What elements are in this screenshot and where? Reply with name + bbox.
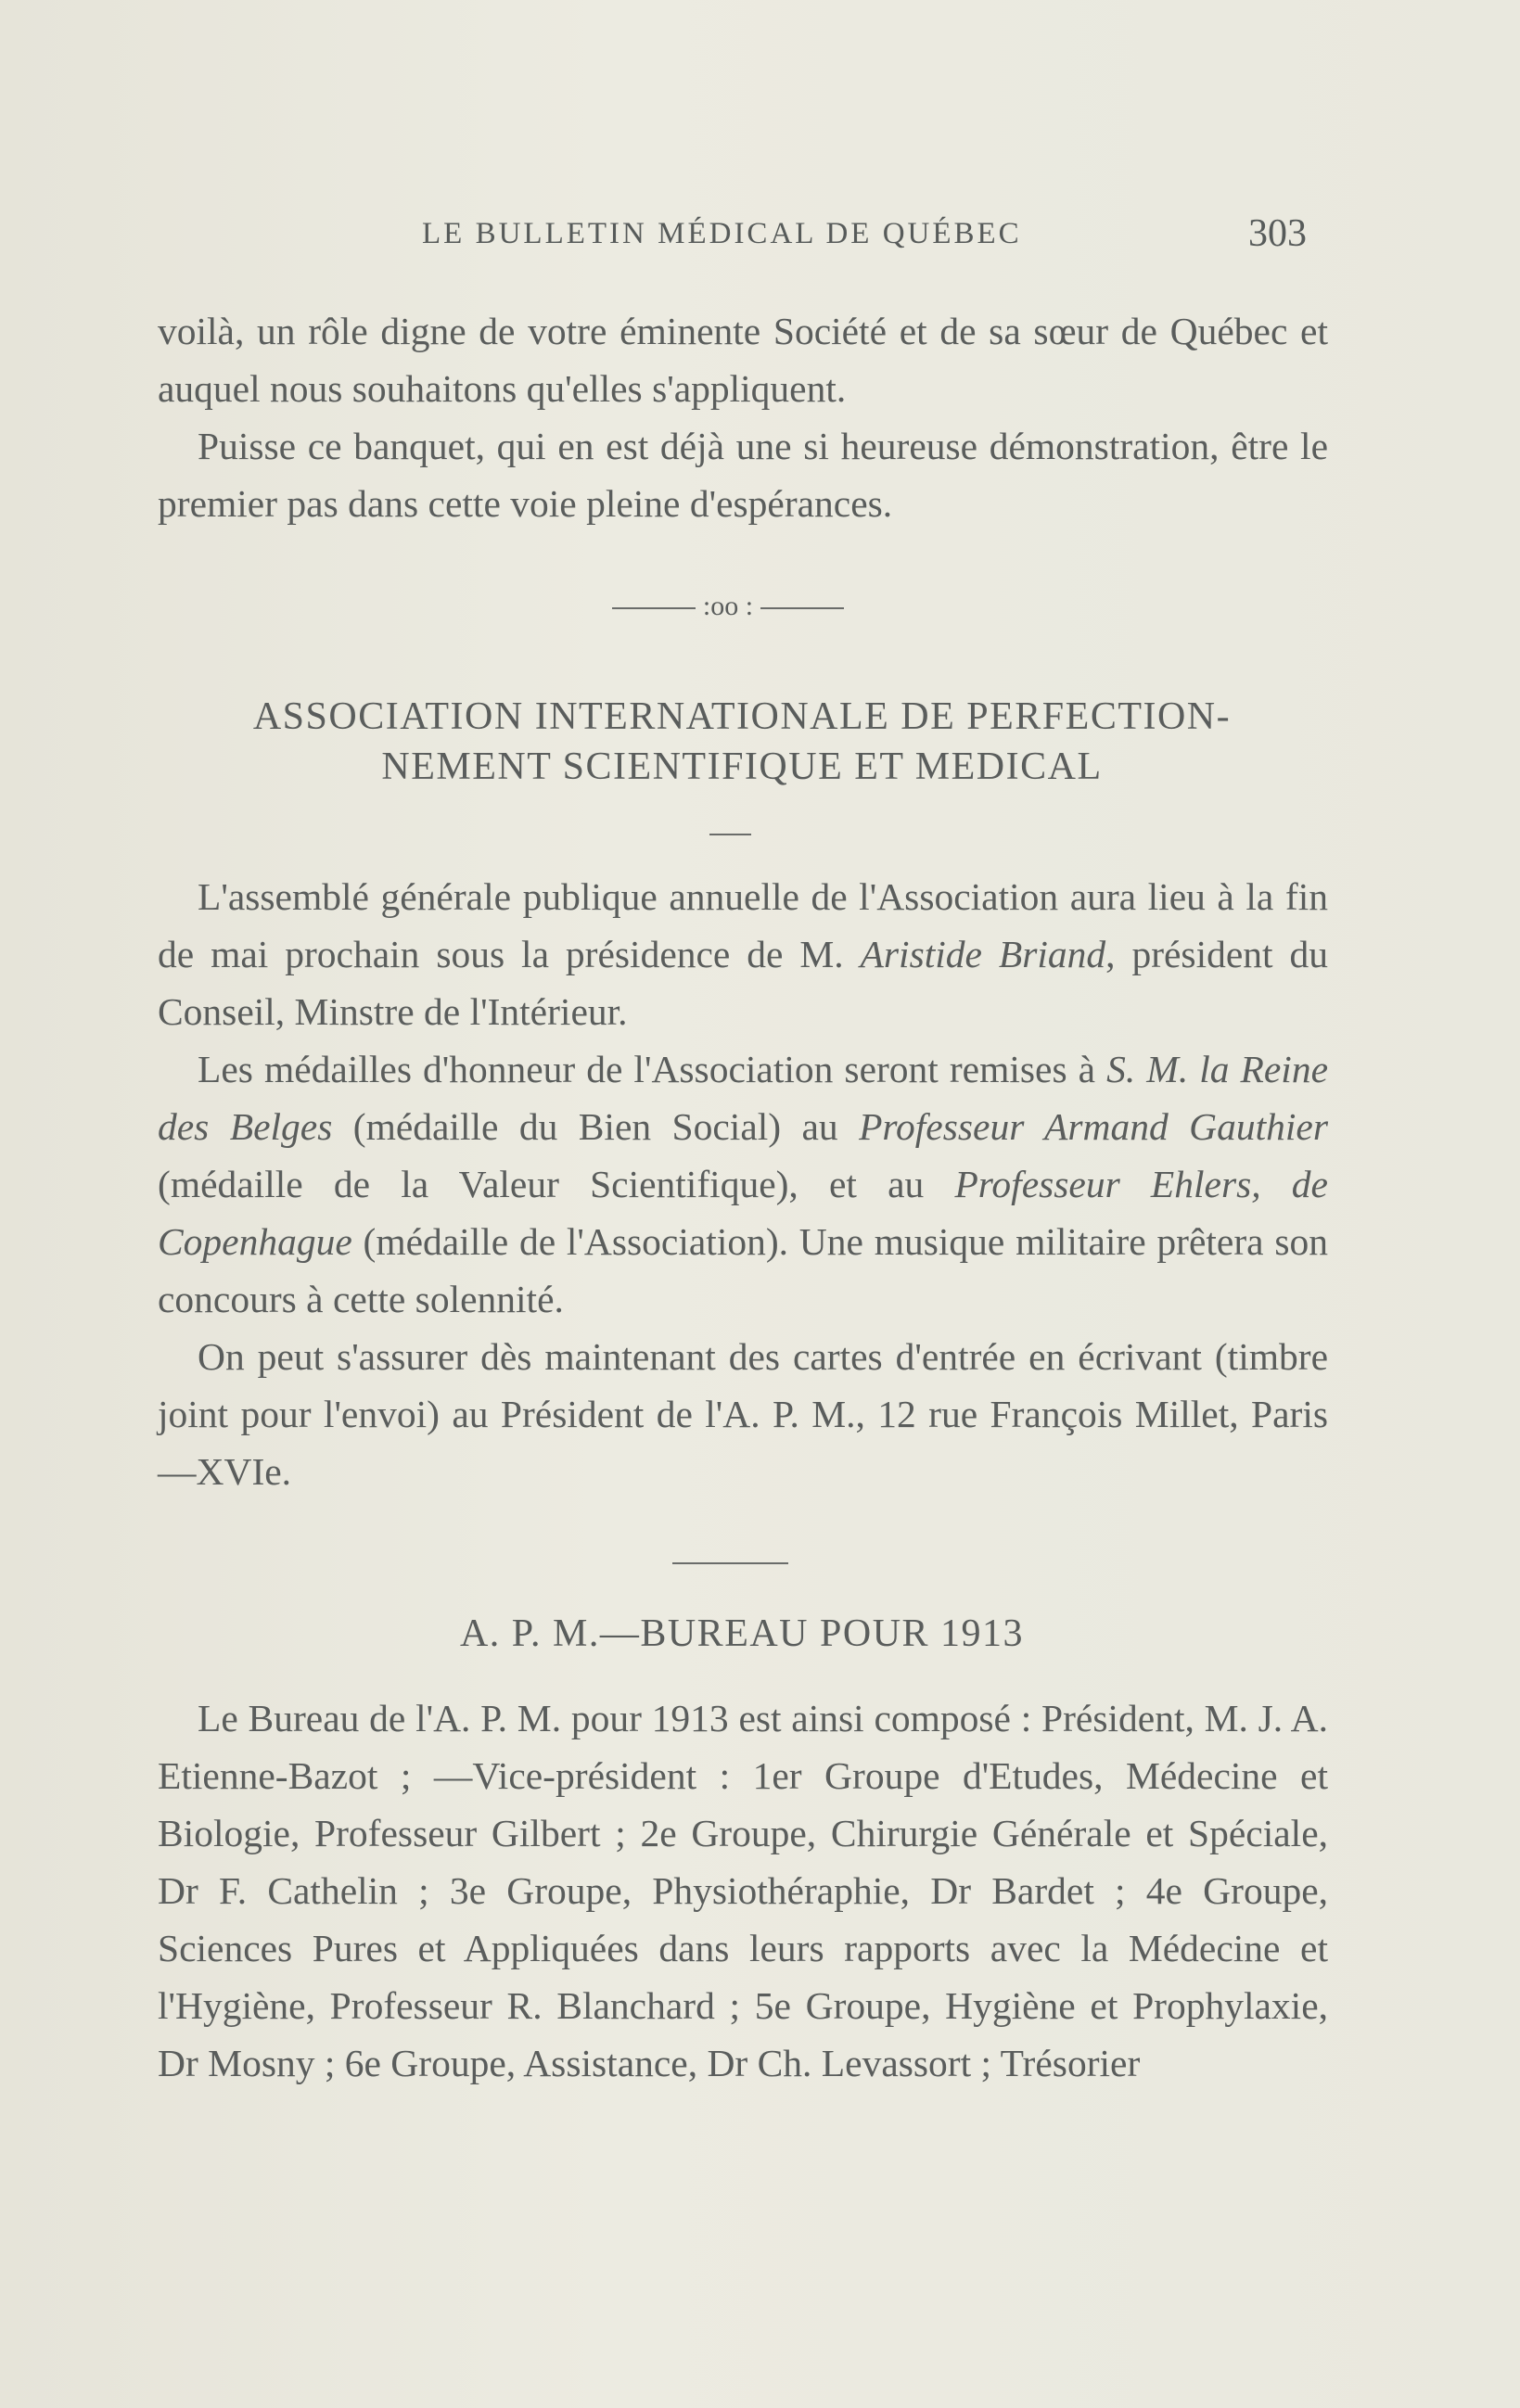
separator-ornament: :oo : xyxy=(702,591,754,621)
running-head: LE BULLETIN MÉDICAL DE QUÉBEC xyxy=(422,217,1022,250)
section-rule xyxy=(672,1562,788,1564)
intro-block xyxy=(158,302,1328,532)
intro-paragraph-1: voilà, un rôle digne de votre éminente Société et de sa sœur de Québec et auquel nous souhaitons qu'elles s'appliquent. xyxy=(158,310,1328,410)
section-title-line-1: ASSOCIATION INTERNATIONALE DE PERFECTION- xyxy=(252,695,1232,738)
page-header xyxy=(0,210,1520,256)
association-paragraph-2 xyxy=(158,1040,1328,1328)
association-body xyxy=(158,868,1328,1500)
section-title-line-2: NEMENT SCIENTIFIQUE ET MEDICAL xyxy=(381,745,1103,788)
association-paragraph-1 xyxy=(158,868,1328,1040)
text-run: (médaille du Bien Social) au xyxy=(332,1105,860,1148)
text-run: L'assemblé générale publique annuelle de l'Association aura lieu à la fin de mai prochain sous la présidence de M. xyxy=(158,875,1328,975)
page-number: 303 xyxy=(1248,212,1307,255)
association-paragraph-3: On peut s'assurer dès maintenant des cartes d'entrée en écrivant (timbre joint pour l'envoi) au Président de l'A. P. M., 12 rue François Millet, Paris—XVIe. xyxy=(158,1335,1328,1493)
section-separator xyxy=(603,591,853,622)
italic-name: Professeur Ehlers, de Copenhague xyxy=(158,1163,1328,1263)
section-title-bureau: A. P. M.—BUREAU POUR 1913 xyxy=(459,1612,1025,1655)
separator-line-right xyxy=(760,607,844,609)
separator-line-left xyxy=(612,607,696,609)
short-rule xyxy=(709,834,751,835)
text-run: , président du Conseil, Minstre de l'Intérieur. xyxy=(158,933,1328,1033)
italic-name: Professeur Armand Gauthier xyxy=(859,1105,1328,1148)
text-run: Les médailles d'honneur de l'Association seront remises à xyxy=(198,1048,1107,1090)
bureau-paragraph-1: Le Bureau de l'A. P. M. pour 1913 est ainsi composé : Président, M. J. A. Etienne-Bazot ; —Vice-président : 1er Groupe d'Etudes, Médecine et Biologie, Professeur Gilbert ; 2e Groupe, Chirurgie Générale et Spéciale, Dr F. Cathelin ; 3e Groupe, Physiothéraphie, Dr Bardet ; 4e Groupe, Sciences Pures et Appliquées dans leurs rapports avec la Médecine et l'Hygiène, Professeur R. Blanchard ; 5e Groupe, Hygiène et Prophylaxie, Dr Mosny ; 6e Groupe, Assistance, Dr Ch. Levassort ; Trésorier xyxy=(158,1697,1328,2084)
text-run: (médaille de l'Association). Une musique militaire prêtera son concours à cette solennité. xyxy=(158,1220,1328,1320)
italic-name: S. M. la Reine des Belges xyxy=(158,1048,1329,1148)
bureau-body xyxy=(158,1689,1328,2092)
section-title-association xyxy=(148,692,1335,792)
intro-paragraph-2: Puisse ce banquet, qui en est déjà une si heureuse démonstration, être le premier pas dans cette voie pleine d'espérances. xyxy=(158,425,1328,525)
text-run: (médaille de la Valeur Scientifique), et au xyxy=(158,1163,955,1205)
italic-name: Aristide Briand xyxy=(860,933,1106,975)
